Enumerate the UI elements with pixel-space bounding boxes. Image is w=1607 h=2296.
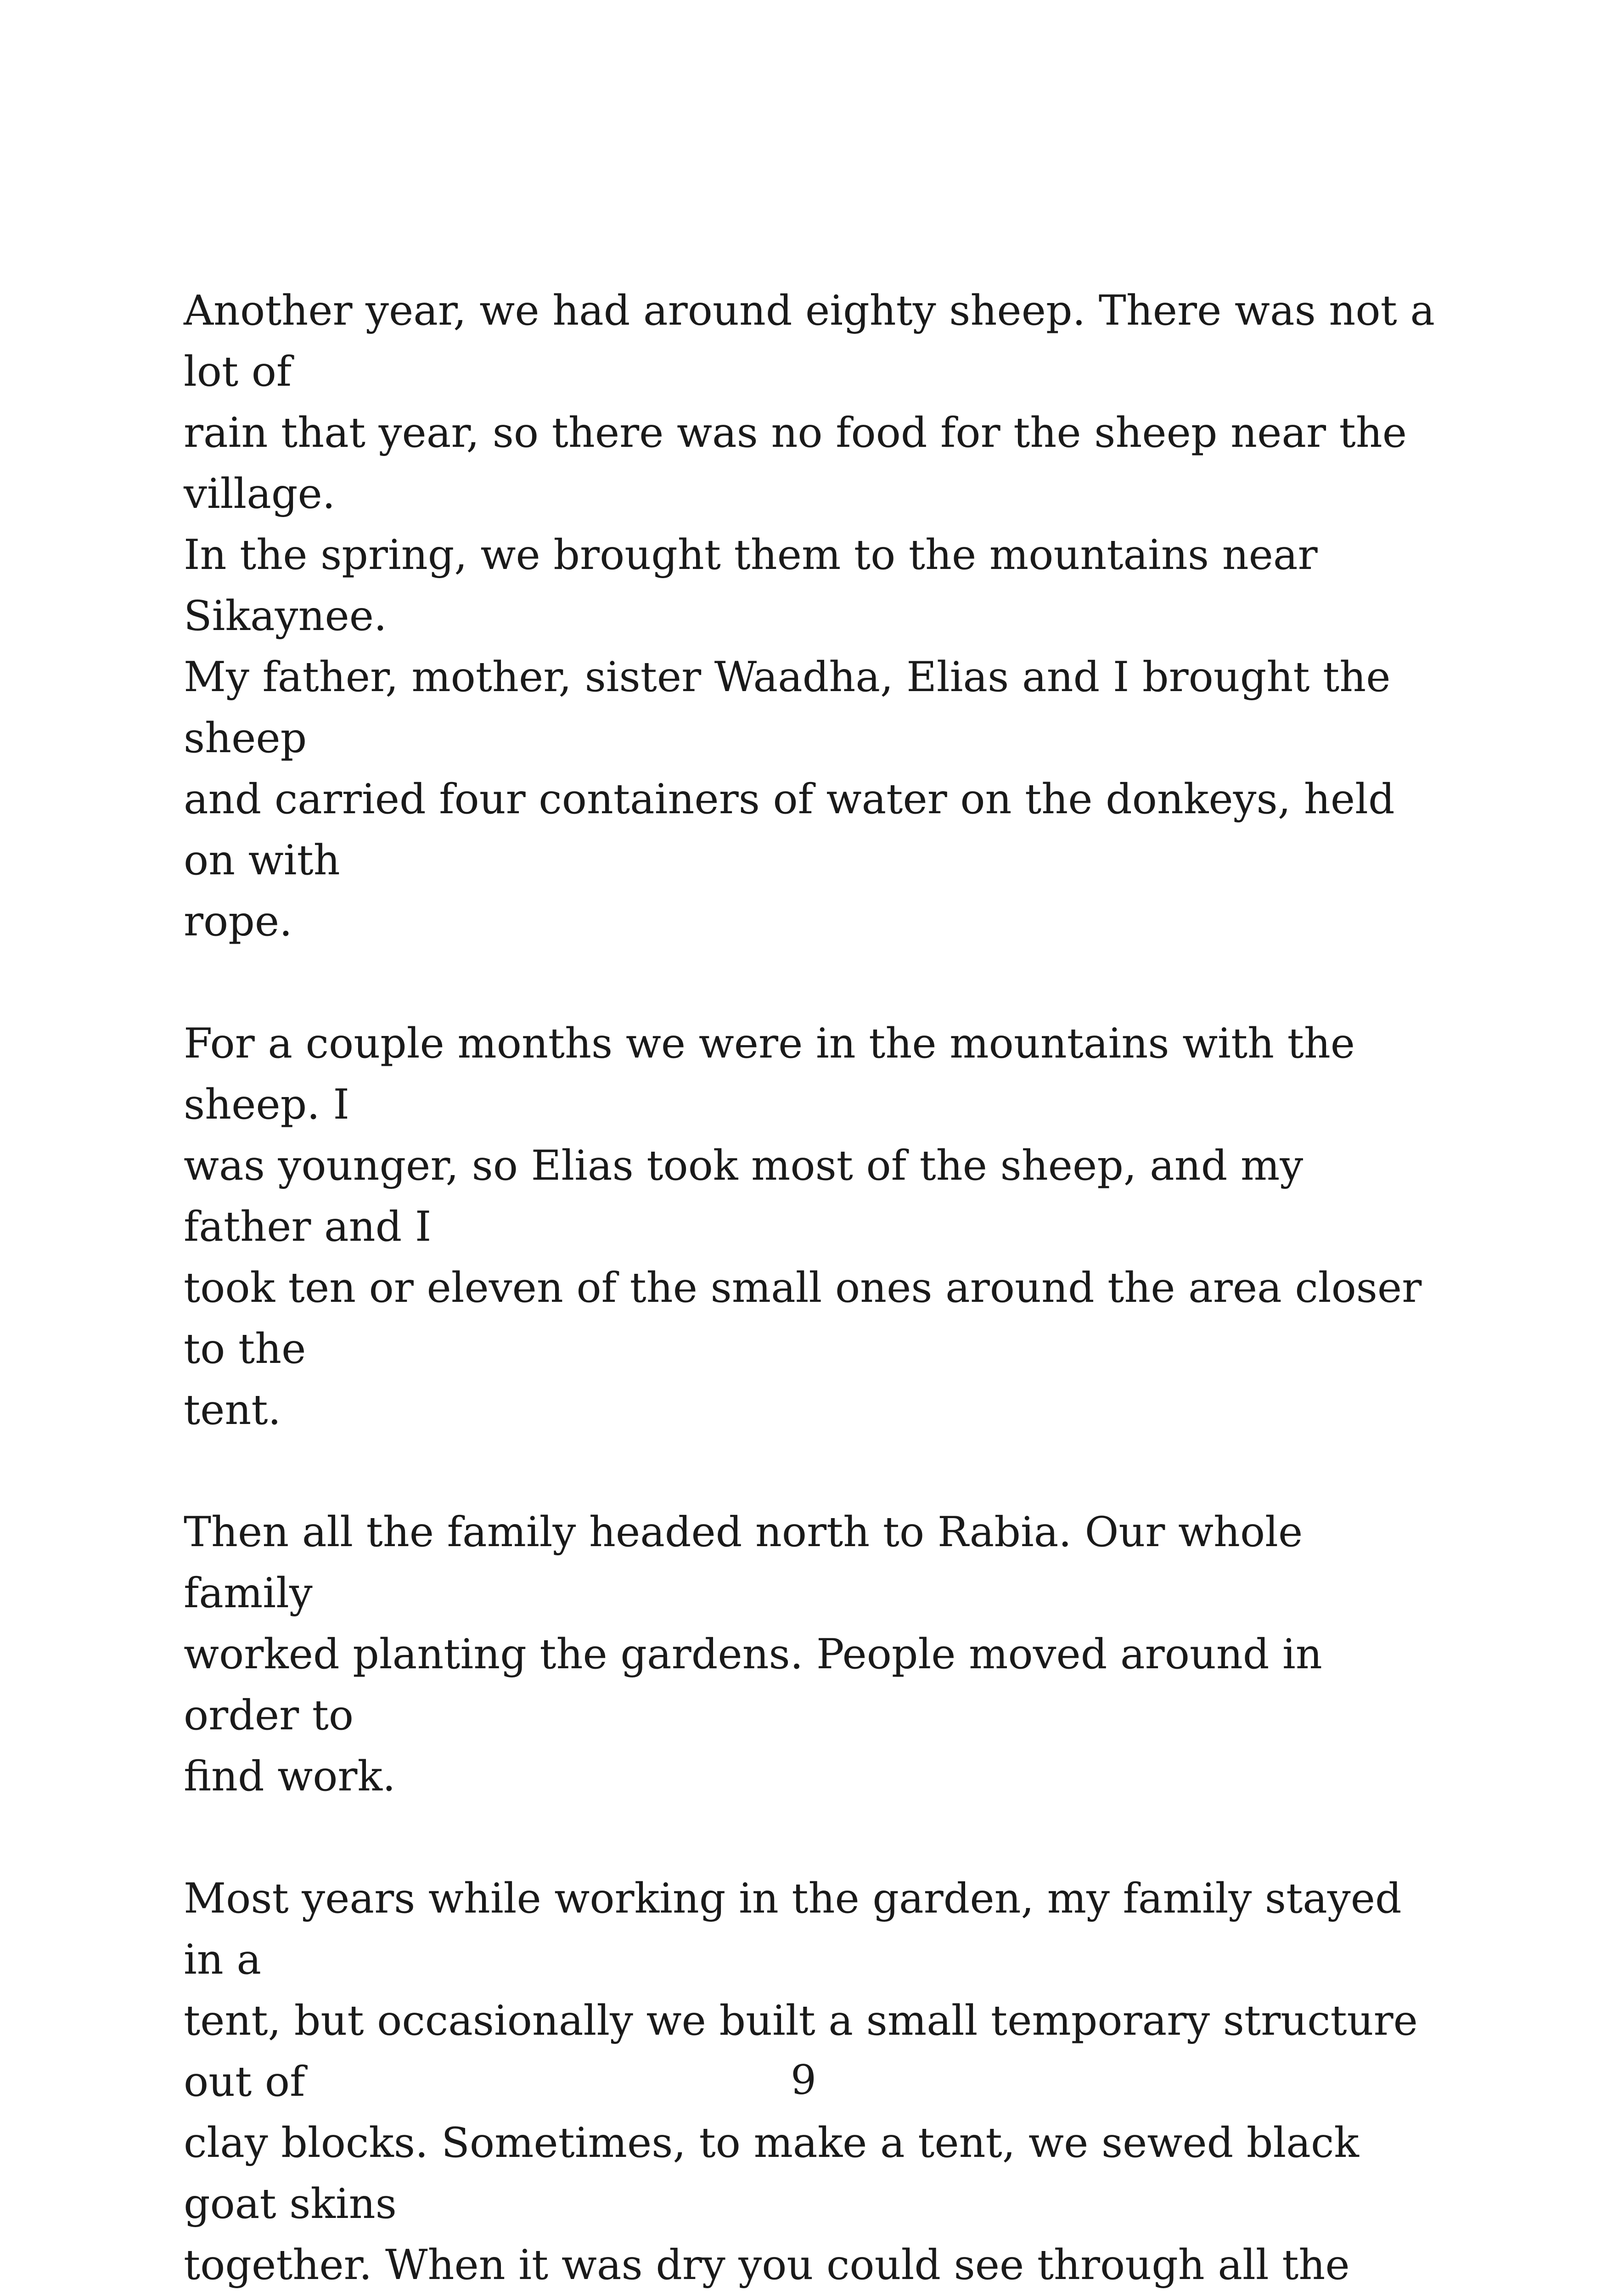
paragraph-tent: Most years while working in the garden, my family stayed in a tent, but occasionally we built a small temporary structure out of clay blocks. Sometimes, to make a tent, we sewed black goat skins together. When it was dry you could see through all the [184, 1874, 1418, 2289]
paragraph-mountains: For a couple months we were in the mountains with the sheep. I was younger, so Elias took most of the sheep, and my father and I took ten or eleven of the small ones around the area closer to the tent. [184, 1019, 1422, 1434]
body-text [184, 280, 1442, 2296]
paragraph-sheep-journey: Another year, we had around eighty sheep. There was not a lot of rain that year, so there was no food for the sheep near the village. In the spring, we brought them to the mountains near Sikaynee. My father, mother, sister Waadha, Elias and I brought the sheep and carried four containers of water on the donkeys, held on with rope. [184, 287, 1435, 945]
page-number: 9 [791, 2056, 816, 2104]
paragraph-rabia: Then all the family headed north to Rabia. Our whole family worked planting the gardens. People moved around in order to find work. [184, 1508, 1322, 1801]
